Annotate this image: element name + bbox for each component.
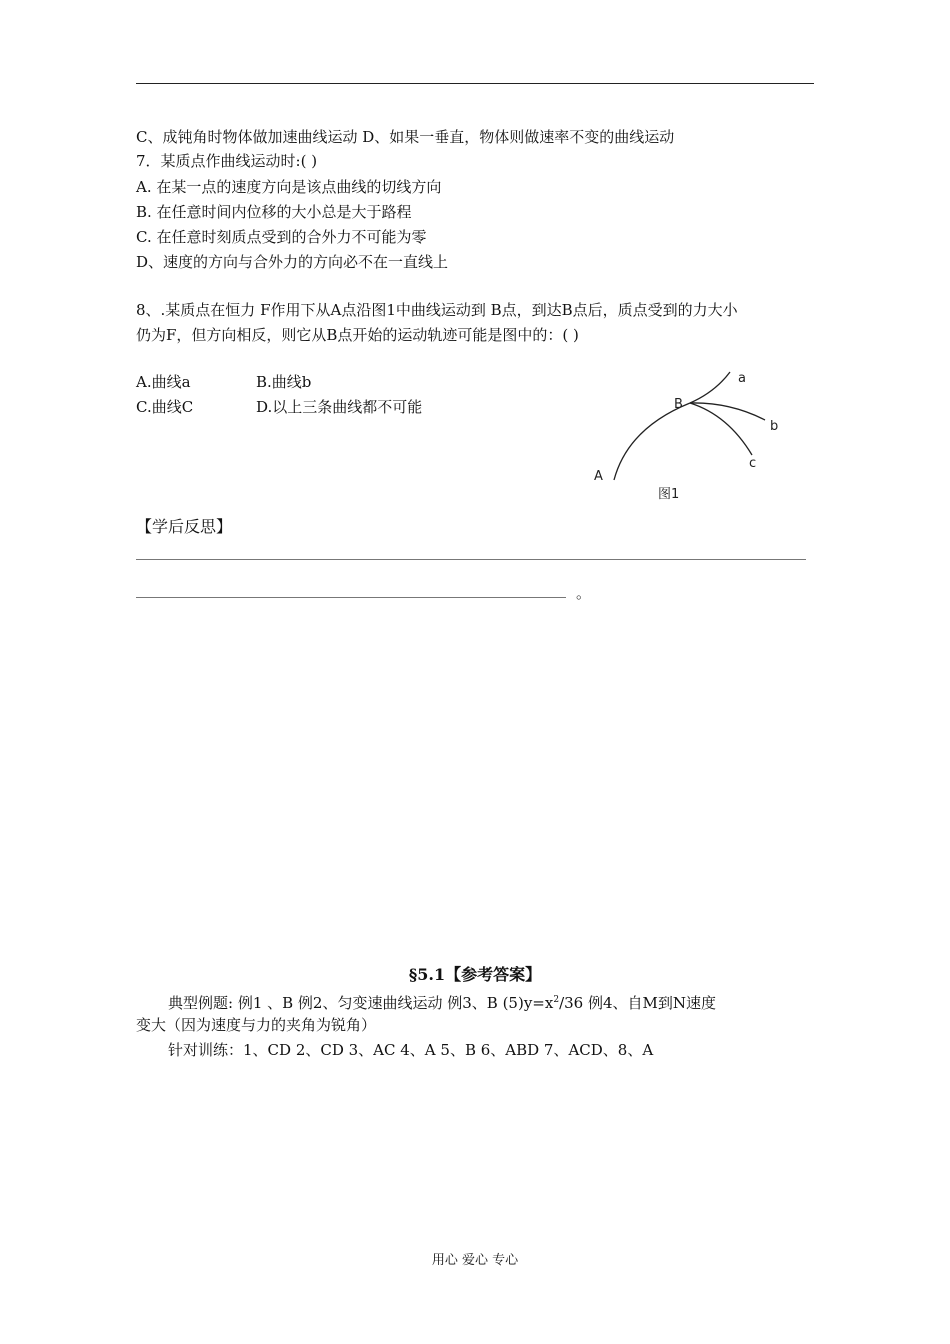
q7-option-d: D、速度的方向与合外力的方向必不在一直线上 [136, 253, 449, 271]
figure-1 [580, 360, 810, 510]
curve-b [690, 403, 765, 420]
page-footer: 用心 爱心 专心 [431, 1253, 519, 1268]
q7-option-b: B. 在任意时间内位移的大小总是大于路程 [136, 203, 412, 221]
q8-stem-line1: 8、.某质点在恒力 F作用下从A点沿图1中曲线运动到 B点，到达B点后，质点受到的力大小 [136, 301, 738, 319]
q7-option-a: A. 在某一点的速度方向是该点曲线的切线方向 [136, 178, 442, 196]
answers-line-1-sup: 2 [553, 995, 560, 1005]
header-rule [136, 83, 814, 84]
answers-line-1 [168, 990, 716, 1013]
reflection-blank-line-2[interactable] [136, 597, 566, 598]
q8-stem-line2: 仍为F，但方向相反，则它从B点开始的运动轨迹可能是图中的：( ) [136, 326, 579, 344]
q8-option-b: B.曲线b [256, 373, 312, 391]
figure-caption: 图1 [658, 487, 680, 502]
answers-title: §5.1【参考答案】 [408, 965, 542, 984]
answers-line-2: 变大（因为速度与力的夹角为锐角） [136, 1016, 377, 1034]
label-curve-c: c [749, 456, 757, 471]
answers-line-3: 针对训练：1、CD 2、CD 3、AC 4、A 5、B 6、ABD 7、ACD、8、A [168, 1041, 654, 1059]
answers-line-1-tail: /36 例4、自M到N速度 [559, 994, 716, 1012]
q6-option-cd: C、成钝角时物体做加速曲线运动 D、如果一垂直，物体则做速率不变的曲线运动 [136, 128, 675, 146]
label-curve-a: a [738, 371, 746, 386]
q8-option-c: C.曲线C [136, 398, 194, 416]
curve-a [690, 372, 730, 403]
q7-option-c: C. 在任意时刻质点受到的合外力不可能为零 [136, 228, 427, 246]
reflection-heading: 【学后反思】 [136, 517, 233, 536]
curve-ab [614, 403, 690, 480]
label-curve-b: b [770, 419, 779, 434]
label-point-a: A [594, 469, 603, 484]
answers-line-1-main: 典型例题: 例1 、B 例2、匀变速曲线运动 例3、B (5)y=x [168, 994, 554, 1012]
q7-stem: 7．某质点作曲线运动时:( ) [136, 152, 318, 170]
reflection-blank-line-1[interactable] [136, 559, 806, 560]
q8-option-d: D.以上三条曲线都不可能 [256, 398, 423, 416]
label-point-b: B [674, 397, 683, 412]
reflection-end-mark: 。 [576, 584, 592, 602]
q8-option-a: A.曲线a [136, 373, 191, 391]
